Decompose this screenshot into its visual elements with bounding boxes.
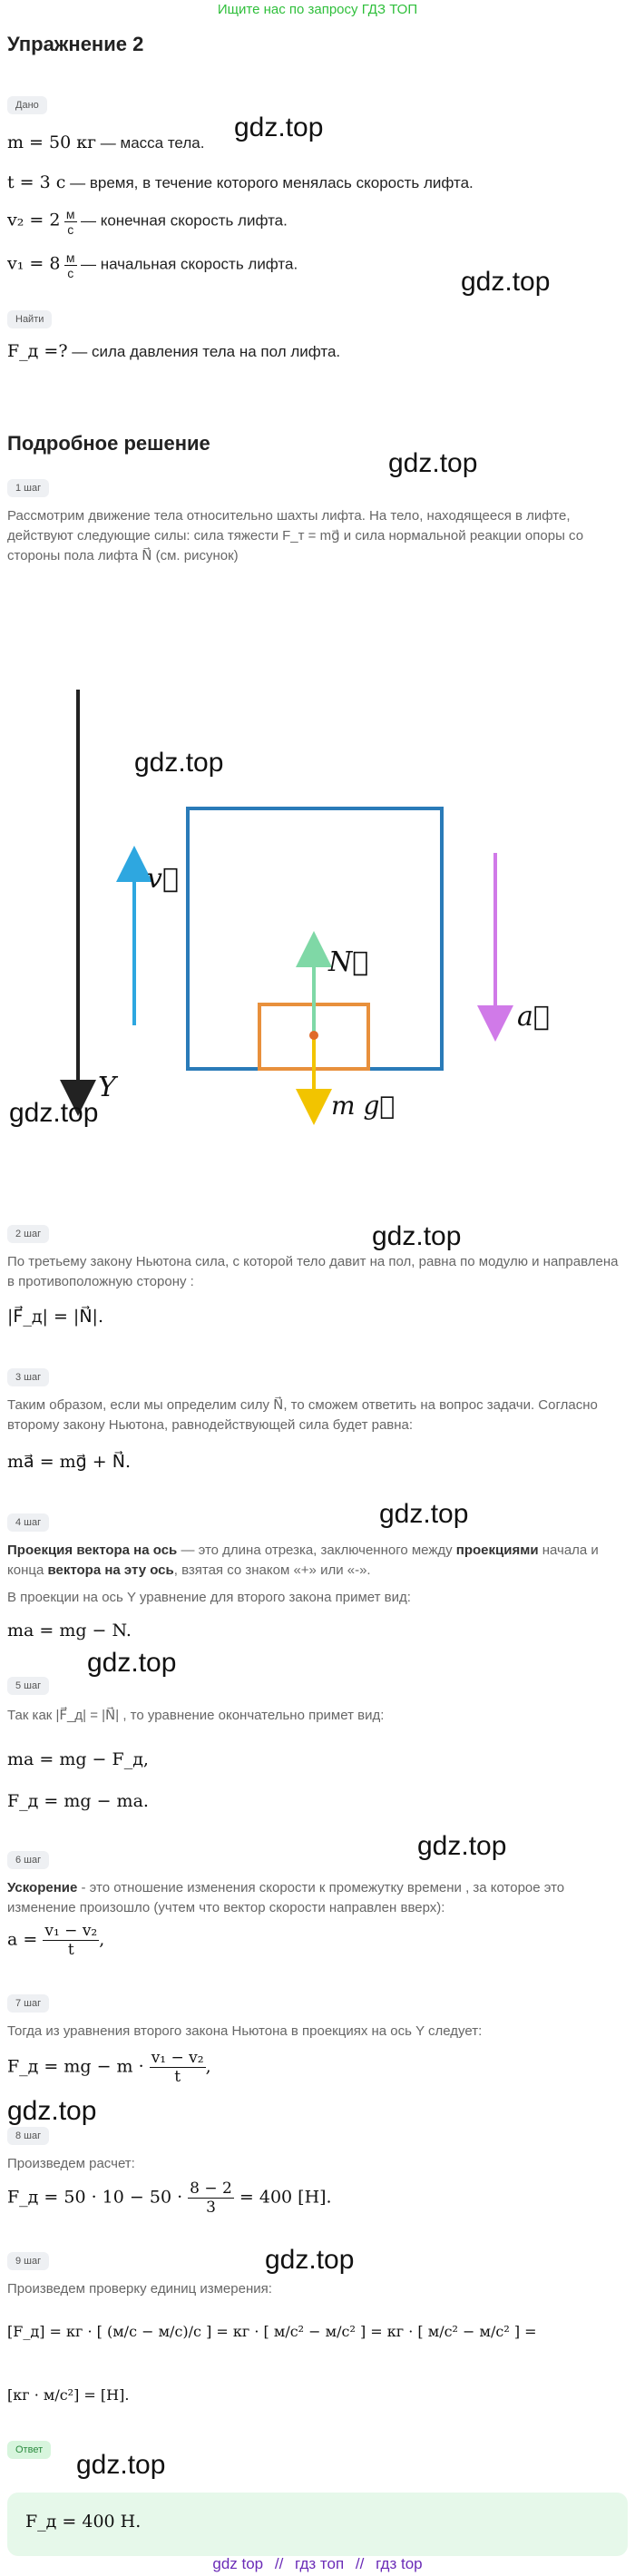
exercise-title: Упражнение 2 xyxy=(7,33,144,55)
mass-formula: m = 50 кг xyxy=(7,132,97,152)
v2-desc: — конечная скорость лифта. xyxy=(80,211,288,230)
step4-equation: ma = mg − N. xyxy=(7,1621,132,1641)
find-row xyxy=(7,341,340,361)
step5-equation-1: ma = mg − F_д, xyxy=(7,1749,149,1769)
step4-text: В проекции на ось Y уравнение для второго закона примет вид: xyxy=(7,1590,411,1605)
given-v1 xyxy=(7,250,298,280)
answer-equation: F_д = 400 Н. xyxy=(25,2512,142,2532)
step3-equation: ma⃗ = mg⃗ + N⃗. xyxy=(7,1452,131,1472)
acceleration-label: a⃗ xyxy=(517,1001,550,1033)
step6-tag xyxy=(7,1851,49,1869)
step2-equation: |F⃗_д| = |N⃗|. xyxy=(7,1307,103,1327)
step9-equation-2: [кг · м/с²] = [Н]. xyxy=(7,2386,130,2404)
step8-tag xyxy=(7,2127,49,2145)
given-tag xyxy=(7,96,47,114)
step7-label: 7 шаг xyxy=(7,1994,49,2013)
step3-text: Таким образом, если мы определим силу N⃗, то сможем ответить на вопрос задачи. Согласно второму закону Ньютона, равнодействующей сила будет равна: xyxy=(7,1397,598,1433)
find-label: Найти xyxy=(7,310,52,328)
watermark: gdz.top xyxy=(417,1831,507,1861)
step9-text: Произведем проверку единиц измерения: xyxy=(7,2281,272,2297)
step4-label: 4 шаг xyxy=(7,1513,49,1532)
step6-label: 6 шаг xyxy=(7,1851,49,1869)
step4-tag xyxy=(7,1513,49,1532)
mass-desc: — масса тела. xyxy=(96,134,205,152)
v1-formula: v₁ = 8 xyxy=(7,253,61,274)
step5-text: Так как |F⃗_д| = |N⃗| , то уравнение окончательно примет вид: xyxy=(7,1708,385,1723)
step4-definition: Проекция вектора на ось — это длина отрезка, заключенного между проекциями начала и конца вектора на эту ось, взятая со знаком «+» или «-». xyxy=(7,1543,599,1578)
step6-equation: a = $\frac{\text{v₁ − v₂}}{t}$ , xyxy=(7,1922,105,1959)
watermark: gdz.top xyxy=(9,1098,99,1128)
watermark: gdz.top xyxy=(234,113,324,142)
time-formula: t = 3 с xyxy=(7,172,66,192)
y-axis-label: Y xyxy=(98,1072,116,1103)
watermark: gdz.top xyxy=(7,2096,97,2126)
gravity-label: m g⃗ xyxy=(331,1091,396,1121)
given-v2 xyxy=(7,207,288,237)
step3-tag xyxy=(7,1368,49,1386)
given-mass xyxy=(7,132,204,152)
find-desc: — сила давления тела на пол лифта. xyxy=(67,343,341,360)
step8-equation: F_д = 50 · 10 − 50 · $\frac{8 - 2}{3}$ = 400 [Н]. xyxy=(7,2179,332,2217)
watermark: gdz.top xyxy=(134,748,224,778)
given-label: Дано xyxy=(7,96,47,114)
v1-desc: — начальная скорость лифта. xyxy=(80,255,298,273)
step8-label: 8 шаг xyxy=(7,2127,49,2145)
v1-unit: $\frac{м}{с}$ xyxy=(65,250,75,280)
step9-tag xyxy=(7,2252,49,2270)
step1-tag xyxy=(7,479,49,497)
footer-link-2[interactable]: гдз топ xyxy=(295,2555,345,2572)
step2-label: 2 шаг xyxy=(7,1225,49,1243)
watermark: gdz.top xyxy=(372,1221,462,1251)
solution-title: Подробное решение xyxy=(7,432,210,455)
time-desc: — время, в течение которого менялась скорость лифта. xyxy=(65,174,474,191)
watermark: gdz.top xyxy=(388,448,478,478)
step9-equation-1: [F_д] = кг · [ (м/с − м/с)/с ] = кг · [ м/с² − м/с² ] = кг · [ м/с² − м/с² ] = xyxy=(7,2323,537,2340)
watermark: gdz.top xyxy=(87,1648,177,1678)
step3-label: 3 шаг xyxy=(7,1368,49,1386)
top-banner[interactable]: Ищите нас по запросу ГДЗ ТОП xyxy=(217,2,418,17)
step7-equation: F_д = mg − m · $\frac{\text{v₁ − v₂}}{t}$ , xyxy=(7,2049,211,2086)
velocity-label: v⃗ xyxy=(147,863,179,895)
step7-tag xyxy=(7,1994,49,2013)
v2-unit: $\frac{м}{с}$ xyxy=(65,207,75,237)
step5-equation-2: F_д = mg − ma. xyxy=(7,1791,149,1811)
step1-label: 1 шаг xyxy=(7,479,49,497)
footer-sep-1: // xyxy=(274,2555,284,2572)
step2-tag xyxy=(7,1225,49,1243)
watermark: gdz.top xyxy=(379,1499,469,1529)
center-of-mass-dot xyxy=(309,1031,318,1040)
find-tag xyxy=(7,310,52,328)
normal-force-label: N⃗ xyxy=(328,946,369,978)
given-time xyxy=(7,172,474,192)
v2-formula: v₂ = 2 xyxy=(7,210,61,230)
footer-link-1[interactable]: gdz top xyxy=(212,2555,264,2572)
answer-tag xyxy=(7,2441,51,2459)
footer-links xyxy=(0,2552,635,2576)
step5-label: 5 шаг xyxy=(7,1677,49,1695)
watermark: gdz.top xyxy=(461,267,551,297)
step7-text: Тогда из уравнения второго закона Ньютона в проекциях на ось Y следует: xyxy=(7,2023,483,2039)
answer-label: Ответ xyxy=(7,2441,51,2459)
step5-tag xyxy=(7,1677,49,1695)
step2-text: По третьему закону Ньютона сила, с которой тело давит на пол, равна по модулю и направлена в противоположную сторону : xyxy=(7,1254,619,1289)
elevator-diagram xyxy=(0,671,635,1152)
footer-sep-2: // xyxy=(355,2555,365,2572)
find-formula: F_д =? xyxy=(7,341,68,361)
step6-text: Ускорение - это отношение изменения скорости к промежутку времени , за которое это изменение произошло (учтем что вектор скорости направлен вверх): xyxy=(7,1880,565,1915)
step9-label: 9 шаг xyxy=(7,2252,49,2270)
footer-link-3[interactable]: гдз top xyxy=(376,2555,423,2572)
watermark: gdz.top xyxy=(265,2245,355,2275)
watermark: gdz.top xyxy=(76,2450,166,2480)
step1-text: Рассмотрим движение тела относительно шахты лифта. На тело, находящееся в лифте, действуют следующие силы: сила тяжести F_т = mg⃗ и сила нормальной реакции опоры со стороны пола лифта N⃗ (см. рисунок) xyxy=(7,508,584,563)
step8-text: Произведем расчет: xyxy=(7,2156,135,2171)
